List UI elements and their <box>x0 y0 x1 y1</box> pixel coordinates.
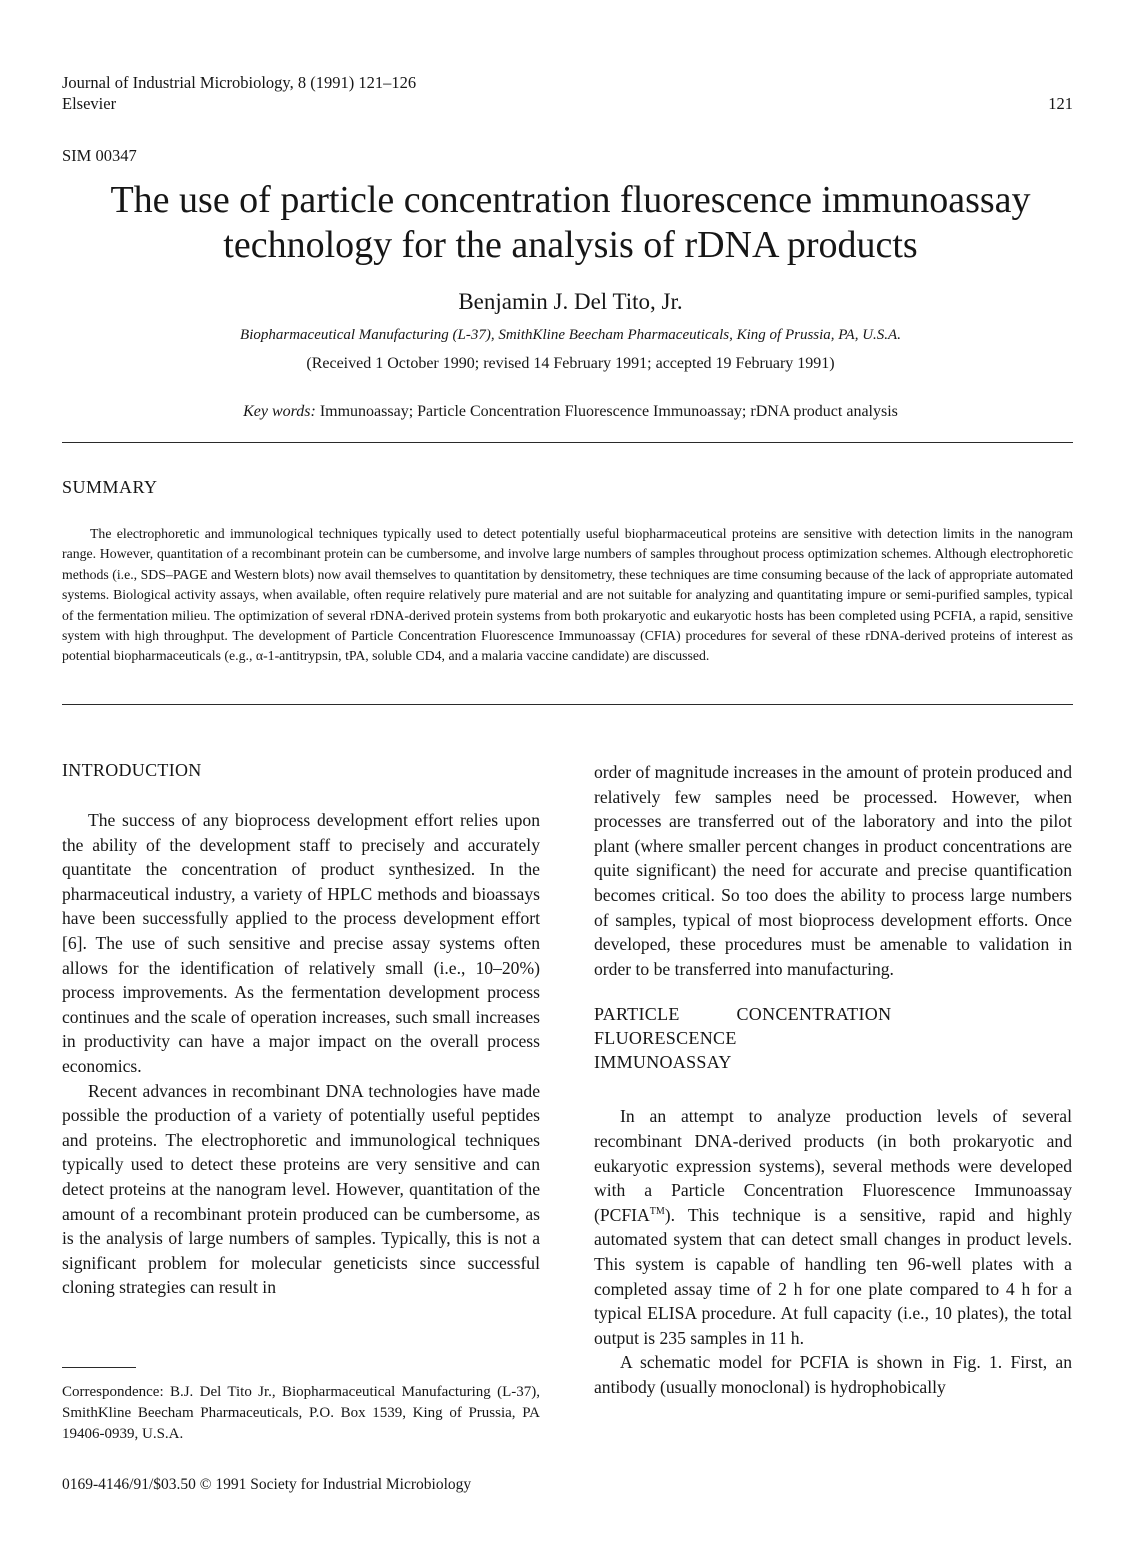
sim-id: SIM 00347 <box>62 146 137 165</box>
left-column <box>62 758 540 1300</box>
pcfia-heading-line-1-text: PARTICLE CONCENTRATION FLUORESCENCE <box>594 1004 892 1049</box>
divider-summary <box>62 704 1073 705</box>
divider-top <box>62 442 1073 443</box>
received-dates: (Received 1 October 1990; revised 14 February 1991; accepted 19 February 1991) <box>306 355 835 372</box>
introduction-heading: INTRODUCTION <box>62 760 202 780</box>
pcfia-paragraph-1-end: ). This technique is a sensitive, rapid and highly automated system that can detect small changes in product levels. This system is capable of handling ten 96-well plates with a completed assay time of 2 h for one plate compared to 4 h for a typical ELISA procedure. At full capacity (i.e., 10 plates), the total output is 235 samples in 11 h. <box>594 1204 1072 1348</box>
affiliation: Biopharmaceutical Manufacturing (L-37), SmithKline Beecham Pharmaceuticals, King of Prussia, PA, U.S.A. <box>240 327 901 343</box>
correspondence-footnote: Correspondence: B.J. Del Tito Jr., Biopharmaceutical Manufacturing (L-37), SmithKline Beecham Pharmaceuticals, P.O. Box 1539, King of Prussia, PA 19406-0939, U.S.A. <box>62 1384 540 1442</box>
publisher: Elsevier <box>62 94 117 113</box>
author: Benjamin J. Del Tito, Jr. <box>458 289 683 314</box>
pcfia-heading-line-2: IMMUNOASSAY <box>594 1052 732 1073</box>
article-title <box>0 178 1141 268</box>
footnote-rule <box>62 1367 136 1368</box>
pcfia-paragraph-1 <box>594 1104 1072 1350</box>
title-line-1: The use of particle concentration fluorescence immunoassay <box>110 179 1031 221</box>
right-column <box>594 760 1072 1399</box>
summary-text: The electrophoretic and immunological techniques typically used to detect potentially useful biopharmaceutical proteins are sensitive with detection limits in the nanogram range. However, quantitation of a recombinant protein can be cumbersome, and involve large numbers of samples throughout process optimization schemes. Although electrophoretic methods (i.e., SDS–PAGE and Western blots) now avail themselves to quantitation by densitometry, these techniques are time consuming because of the lack of appropriate automated systems. Biological activity assays, when available, often require relatively pure material and are not suitable for analyzing and quantitating impure or semi-purified samples, typical of the fermentation milieu. The optimization of several rDNA-derived protein systems from both prokaryotic and eukaryotic hosts has been completed using PCFIA, a rapid, sensitive system with high throughput. The development of Particle Concentration Fluorescence Immunoassay (CFIA) procedures for several of these rDNA-derived proteins of interest as potential biopharmaceuticals (e.g., α-1-antitrypsin, tPA, soluble CD4, and a malaria vaccine candidate) are discussed. <box>62 526 1073 664</box>
journal-line: Journal of Industrial Microbiology, 8 (1991) 121–126 <box>62 73 417 92</box>
title-line-2: technology for the analysis of rDNA products <box>223 224 918 266</box>
copyright-line: 0169-4146/91/$03.50 © 1991 Society for Industrial Microbiology <box>62 1476 472 1493</box>
keywords <box>0 403 1141 421</box>
page-number: 121 <box>1048 94 1073 113</box>
pcfia-heading-line-1 <box>594 1002 1072 1050</box>
pcfia-heading <box>594 1002 1072 1074</box>
journal-citation <box>62 72 416 114</box>
summary-heading: SUMMARY <box>62 477 158 497</box>
pcfia-paragraph-1-start: In an attempt to analyze production levels of several recombinant DNA-derived products (in both prokaryotic and eukaryotic expression systems), several methods were developed with a Particle Concentration Fluorescence Immunoassay (PCFIA <box>594 1106 1072 1225</box>
continued-paragraph: order of magnitude increases in the amount of protein produced and relatively few samples need be processed. However, when processes are transferred out of the laboratory and into the pilot plant (where smaller percent changes in product concentrations are quite significant) the need for accurate and precise quantification becomes critical. So too does the ability to process large numbers of samples, typical of most bioprocess development efforts. Once developed, these procedures must be amenable to validation in order to be transferred into manufacturing. <box>594 762 1072 979</box>
pcfia-paragraph-2: A schematic model for PCFIA is shown in Fig. 1. First, an antibody (usually monoclonal) is hydrophobically <box>594 1352 1072 1397</box>
trademark-mark: TM <box>649 1205 665 1217</box>
keywords-label: Key words: <box>243 403 316 420</box>
keywords-list: Immunoassay; Particle Concentration Fluorescence Immunoassay; rDNA product analysis <box>319 403 898 420</box>
intro-paragraph-2: Recent advances in recombinant DNA technologies have made possible the production of a variety of potentially useful peptides and proteins. The electrophoretic and immunological techniques typically used to detect these proteins are very sensitive and can detect proteins at the nanogram level. However, quantitation of the amount of a recombinant protein produced can be cumbersome, as is the analysis of large numbers of samples. Typically, this is not a significant problem for molecular geneticists since successful cloning strategies can result in <box>62 1080 540 1298</box>
intro-paragraph-1: The success of any bioprocess development effort relies upon the ability of the development staff to precisely and accurately quantitate the concentration of product synthesized. In the pharmaceutical industry, a variety of HPLC methods and bioassays have been successfully applied to the process development effort [6]. The use of such sensitive and precise assay systems often allows for the identification of relatively small (i.e., 10–20%) process improvements. As the fermentation development process continues and the scale of operation increases, such small increases in productivity can have a major impact on the overall process economics. <box>62 810 540 1076</box>
